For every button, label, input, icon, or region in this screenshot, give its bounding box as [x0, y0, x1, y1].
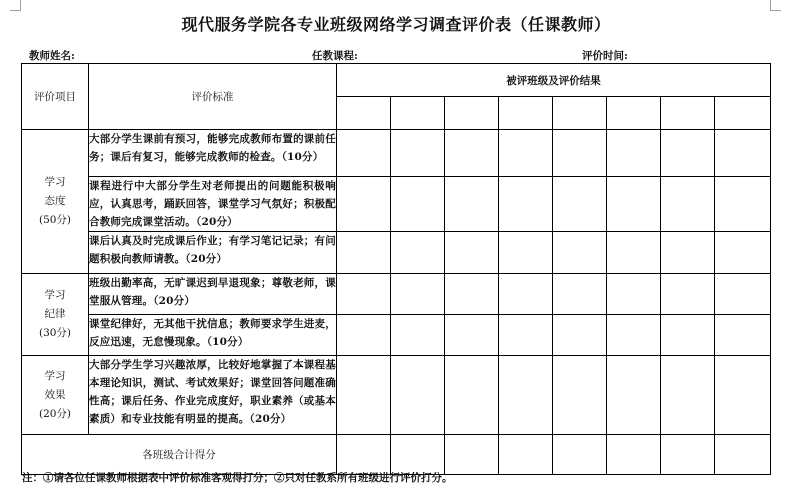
total-row	[22, 435, 771, 475]
score-cell[interactable]	[715, 177, 771, 232]
category-effect: 学习 效果 (20分)	[22, 356, 89, 435]
criteria-row	[22, 130, 771, 177]
score-cell[interactable]	[553, 315, 607, 356]
total-cell[interactable]	[715, 435, 771, 475]
score-cell[interactable]	[607, 274, 661, 315]
score-cell[interactable]	[337, 130, 391, 177]
class-cell[interactable]	[499, 97, 553, 130]
score-cell[interactable]	[391, 130, 445, 177]
score-cell[interactable]	[391, 315, 445, 356]
header-results: 被评班级及评价结果	[337, 64, 771, 97]
criteria-row	[22, 232, 771, 274]
total-cell[interactable]	[337, 435, 391, 475]
score-cell[interactable]	[715, 274, 771, 315]
criterion-text: 课堂纪律好，无其他干扰信息；教师要求学生进麦，反应迅速，无怠慢现象。（10分）	[89, 315, 337, 356]
score-cell[interactable]	[607, 177, 661, 232]
criteria-row	[22, 356, 771, 435]
total-cell[interactable]	[607, 435, 661, 475]
score-cell[interactable]	[391, 356, 445, 435]
score-cell[interactable]	[553, 130, 607, 177]
header-item: 评价项目	[22, 64, 89, 130]
page-corner-mark-left	[10, 0, 21, 11]
score-cell[interactable]	[661, 356, 715, 435]
score-cell[interactable]	[391, 232, 445, 274]
course-label: 任教课程:	[312, 50, 358, 62]
score-cell[interactable]	[499, 315, 553, 356]
class-cell[interactable]	[661, 97, 715, 130]
criteria-row	[22, 274, 771, 315]
score-cell[interactable]	[553, 356, 607, 435]
score-cell[interactable]	[715, 315, 771, 356]
score-cell[interactable]	[607, 315, 661, 356]
class-cell[interactable]	[337, 97, 391, 130]
score-cell[interactable]	[607, 232, 661, 274]
score-cell[interactable]	[445, 177, 499, 232]
total-cell[interactable]	[661, 435, 715, 475]
score-cell[interactable]	[337, 232, 391, 274]
total-cell[interactable]	[553, 435, 607, 475]
score-cell[interactable]	[445, 232, 499, 274]
score-cell[interactable]	[661, 274, 715, 315]
criterion-text: 大部分学生学习兴趣浓厚，比较好地掌握了本课程基本理论知识，测试、考试效果好；课堂回答问题准确性高；课后任务、作业完成度好，职业素养（或基本素质）和专业技能有明显的提高。（20分）	[89, 356, 337, 435]
class-cell[interactable]	[715, 97, 771, 130]
score-cell[interactable]	[499, 274, 553, 315]
class-cell[interactable]	[445, 97, 499, 130]
evaluation-table	[21, 63, 771, 475]
score-cell[interactable]	[661, 315, 715, 356]
score-cell[interactable]	[337, 177, 391, 232]
score-cell[interactable]	[391, 177, 445, 232]
score-cell[interactable]	[553, 232, 607, 274]
page-corner-mark-right	[770, 0, 781, 11]
total-cell[interactable]	[391, 435, 445, 475]
category-discipline: 学习 纪律 (30分)	[22, 274, 89, 356]
score-cell[interactable]	[661, 130, 715, 177]
score-cell[interactable]	[337, 356, 391, 435]
score-cell[interactable]	[607, 356, 661, 435]
score-cell[interactable]	[553, 177, 607, 232]
class-cell[interactable]	[553, 97, 607, 130]
score-cell[interactable]	[499, 177, 553, 232]
class-cell[interactable]	[607, 97, 661, 130]
score-cell[interactable]	[661, 177, 715, 232]
footnote: 注：①请各位任课教师根据表中评价标准客观得打分；②只对任教系所有班级进行评价打分。	[22, 472, 453, 484]
score-cell[interactable]	[337, 274, 391, 315]
score-cell[interactable]	[445, 130, 499, 177]
criterion-text: 课后认真及时完成课后作业；有学习笔记记录；有问题积极向教师请教。（20分）	[89, 232, 337, 274]
score-cell[interactable]	[553, 274, 607, 315]
score-cell[interactable]	[445, 356, 499, 435]
score-cell[interactable]	[715, 232, 771, 274]
criterion-text: 班级出勤率高，无旷课迟到早退现象；尊敬老师，课堂服从管理。（20分）	[89, 274, 337, 315]
header-standard: 评价标准	[89, 64, 337, 130]
score-cell[interactable]	[607, 130, 661, 177]
document-title: 现代服务学院各专业班级网络学习调查评价表（任课教师）	[181, 15, 611, 34]
score-cell[interactable]	[445, 315, 499, 356]
score-cell[interactable]	[661, 232, 715, 274]
score-cell[interactable]	[445, 274, 499, 315]
eval-time-label: 评价时间:	[582, 50, 628, 62]
class-cell[interactable]	[391, 97, 445, 130]
score-cell[interactable]	[391, 274, 445, 315]
score-cell[interactable]	[499, 130, 553, 177]
score-cell[interactable]	[337, 315, 391, 356]
total-label: 各班级合计得分	[22, 435, 337, 475]
category-attitude: 学习 态度 (50分)	[22, 130, 89, 274]
criterion-text: 大部分学生课前有预习，能够完成教师布置的课前任务；课后有复习，能够完成教师的检查。（10分）	[89, 130, 337, 177]
score-cell[interactable]	[715, 130, 771, 177]
criteria-row	[22, 177, 771, 232]
criteria-row	[22, 315, 771, 356]
criterion-text: 课程进行中大部分学生对老师提出的问题能积极响应，认真思考，踊跃回答，课堂学习气氛好；积极配合教师完成课堂活动。（20分）	[89, 177, 337, 232]
score-cell[interactable]	[715, 356, 771, 435]
score-cell[interactable]	[499, 356, 553, 435]
total-cell[interactable]	[499, 435, 553, 475]
total-cell[interactable]	[445, 435, 499, 475]
score-cell[interactable]	[499, 232, 553, 274]
teacher-name-label: 教师姓名:	[29, 50, 75, 62]
